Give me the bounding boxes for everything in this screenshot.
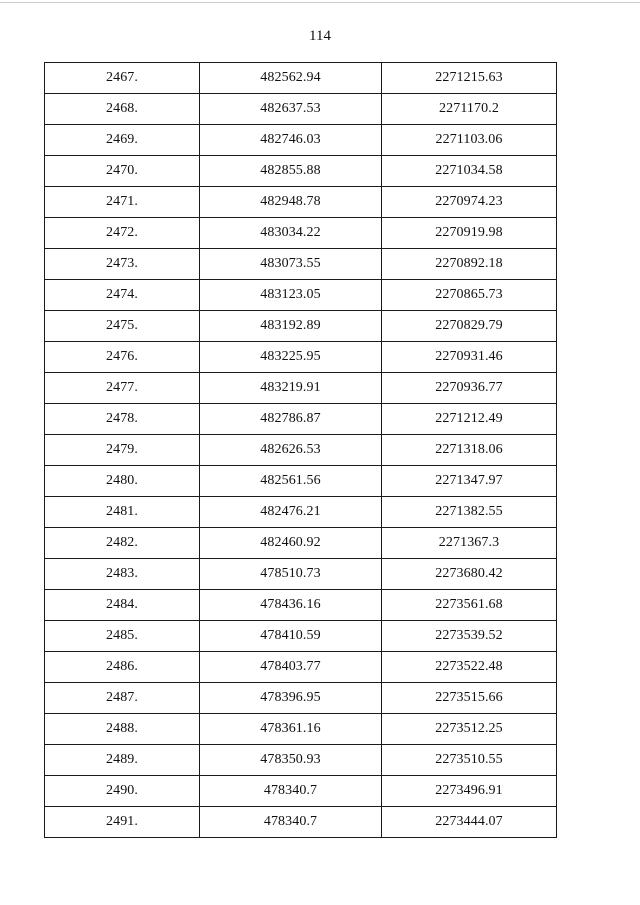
y-coordinate-cell: 2270892.18 — [382, 249, 557, 280]
table-row — [45, 311, 557, 342]
table-row — [45, 466, 557, 497]
x-coordinate-cell: 478350.93 — [200, 745, 382, 776]
y-coordinate-cell: 2271212.49 — [382, 404, 557, 435]
y-coordinate-cell: 2271347.97 — [382, 466, 557, 497]
x-coordinate-cell: 482786.87 — [200, 404, 382, 435]
y-coordinate-cell: 2271318.06 — [382, 435, 557, 466]
point-number-cell: 2467. — [45, 63, 200, 94]
table-row — [45, 280, 557, 311]
y-coordinate-cell: 2271215.63 — [382, 63, 557, 94]
table-row — [45, 528, 557, 559]
y-coordinate-cell: 2271034.58 — [382, 156, 557, 187]
page-number: 114 — [309, 28, 331, 44]
x-coordinate-cell: 478436.16 — [200, 590, 382, 621]
x-coordinate-cell: 478410.59 — [200, 621, 382, 652]
table-row — [45, 125, 557, 156]
x-coordinate-cell: 478403.77 — [200, 652, 382, 683]
x-coordinate-cell: 478340.7 — [200, 807, 382, 838]
x-coordinate-cell: 482948.78 — [200, 187, 382, 218]
y-coordinate-cell: 2270829.79 — [382, 311, 557, 342]
table-row — [45, 652, 557, 683]
point-number-cell: 2484. — [45, 590, 200, 621]
point-number-cell: 2481. — [45, 497, 200, 528]
y-coordinate-cell: 2273496.91 — [382, 776, 557, 807]
table-row — [45, 373, 557, 404]
table-row — [45, 63, 557, 94]
point-number-cell: 2476. — [45, 342, 200, 373]
table-row — [45, 497, 557, 528]
point-number-cell: 2491. — [45, 807, 200, 838]
y-coordinate-cell: 2271103.06 — [382, 125, 557, 156]
table-row — [45, 807, 557, 838]
point-number-cell: 2468. — [45, 94, 200, 125]
y-coordinate-cell: 2271382.55 — [382, 497, 557, 528]
x-coordinate-cell: 478340.7 — [200, 776, 382, 807]
x-coordinate-cell: 478396.95 — [200, 683, 382, 714]
x-coordinate-cell: 482562.94 — [200, 63, 382, 94]
table-row — [45, 714, 557, 745]
point-number-cell: 2475. — [45, 311, 200, 342]
table-row — [45, 404, 557, 435]
point-number-cell: 2486. — [45, 652, 200, 683]
point-number-cell: 2482. — [45, 528, 200, 559]
x-coordinate-cell: 478361.16 — [200, 714, 382, 745]
point-number-cell: 2485. — [45, 621, 200, 652]
y-coordinate-cell: 2273680.42 — [382, 559, 557, 590]
y-coordinate-cell: 2273510.55 — [382, 745, 557, 776]
table-row — [45, 590, 557, 621]
y-coordinate-cell: 2271367.3 — [382, 528, 557, 559]
y-coordinate-cell: 2271170.2 — [382, 94, 557, 125]
table-row — [45, 776, 557, 807]
x-coordinate-cell: 482855.88 — [200, 156, 382, 187]
y-coordinate-cell: 2273561.68 — [382, 590, 557, 621]
page-top-edge — [0, 2, 640, 3]
x-coordinate-cell: 483192.89 — [200, 311, 382, 342]
x-coordinate-cell: 478510.73 — [200, 559, 382, 590]
point-number-cell: 2489. — [45, 745, 200, 776]
point-number-cell: 2472. — [45, 218, 200, 249]
table-row — [45, 621, 557, 652]
x-coordinate-cell: 482637.53 — [200, 94, 382, 125]
table-row — [45, 249, 557, 280]
point-number-cell: 2469. — [45, 125, 200, 156]
point-number-cell: 2473. — [45, 249, 200, 280]
table-row — [45, 559, 557, 590]
table-row — [45, 187, 557, 218]
table-row — [45, 94, 557, 125]
point-number-cell: 2480. — [45, 466, 200, 497]
x-coordinate-cell: 483225.95 — [200, 342, 382, 373]
coordinates-table — [44, 62, 557, 838]
y-coordinate-cell: 2270931.46 — [382, 342, 557, 373]
point-number-cell: 2487. — [45, 683, 200, 714]
y-coordinate-cell: 2273512.25 — [382, 714, 557, 745]
point-number-cell: 2477. — [45, 373, 200, 404]
x-coordinate-cell: 482746.03 — [200, 125, 382, 156]
point-number-cell: 2471. — [45, 187, 200, 218]
table-row — [45, 218, 557, 249]
table-row — [45, 342, 557, 373]
x-coordinate-cell: 483073.55 — [200, 249, 382, 280]
y-coordinate-cell: 2270865.73 — [382, 280, 557, 311]
x-coordinate-cell: 482460.92 — [200, 528, 382, 559]
point-number-cell: 2474. — [45, 280, 200, 311]
x-coordinate-cell: 482626.53 — [200, 435, 382, 466]
y-coordinate-cell: 2273522.48 — [382, 652, 557, 683]
table-row — [45, 156, 557, 187]
x-coordinate-cell: 483219.91 — [200, 373, 382, 404]
point-number-cell: 2478. — [45, 404, 200, 435]
y-coordinate-cell: 2273539.52 — [382, 621, 557, 652]
y-coordinate-cell: 2273444.07 — [382, 807, 557, 838]
y-coordinate-cell: 2273515.66 — [382, 683, 557, 714]
point-number-cell: 2479. — [45, 435, 200, 466]
y-coordinate-cell: 2270936.77 — [382, 373, 557, 404]
point-number-cell: 2490. — [45, 776, 200, 807]
table-row — [45, 683, 557, 714]
table-row — [45, 745, 557, 776]
table-row — [45, 435, 557, 466]
x-coordinate-cell: 483034.22 — [200, 218, 382, 249]
point-number-cell: 2483. — [45, 559, 200, 590]
coordinates-table-body — [45, 63, 557, 838]
y-coordinate-cell: 2270919.98 — [382, 218, 557, 249]
point-number-cell: 2470. — [45, 156, 200, 187]
x-coordinate-cell: 482476.21 — [200, 497, 382, 528]
x-coordinate-cell: 482561.56 — [200, 466, 382, 497]
point-number-cell: 2488. — [45, 714, 200, 745]
x-coordinate-cell: 483123.05 — [200, 280, 382, 311]
y-coordinate-cell: 2270974.23 — [382, 187, 557, 218]
